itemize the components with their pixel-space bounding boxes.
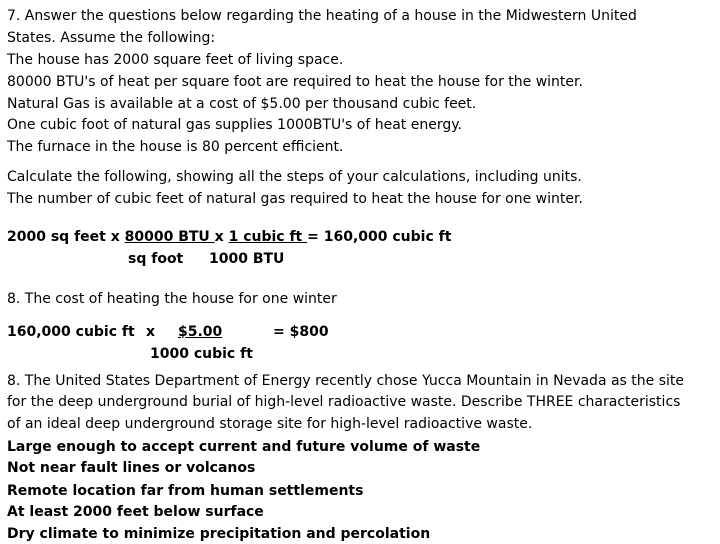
cost-operator: x <box>146 324 156 340</box>
answer-line: Large enough to accept current and future volume of waste <box>7 439 481 455</box>
question-7-line: 7. Answer the questions below regarding the heating of a house in the Midwestern United <box>7 8 637 24</box>
answer-line: Not near fault lines or volcanos <box>7 460 256 476</box>
instruction-line: The number of cubic feet of natural gas required to heat the house for one winter. <box>7 191 583 207</box>
instruction-line: Calculate the following, showing all the steps of your calculations, including units. <box>7 169 582 185</box>
answer-line: Dry climate to minimize precipitation and percolation <box>7 526 431 542</box>
calc-result: = 160,000 cubic ft <box>307 229 452 245</box>
calc-fraction-denominator: sq foot <box>128 251 184 267</box>
question-7-line: One cubic foot of natural gas supplies 1000BTU's of heat energy. <box>7 117 462 133</box>
question-8b-line: for the deep underground burial of high-level radioactive waste. Describe THREE characteristics <box>7 394 681 410</box>
calc-fraction-numerator: 80000 BTU <box>124 229 215 245</box>
question-8a-prompt: 8. The cost of heating the house for one winter <box>7 291 337 307</box>
calc-operator: x <box>214 229 229 245</box>
cost-quantity: 160,000 cubic ft <box>7 324 135 340</box>
answer-line: At least 2000 feet below surface <box>7 504 264 520</box>
cost-price-denominator: 1000 cubic ft <box>150 346 253 362</box>
question-7-line: 80000 BTU's of heat per square foot are required to heat the house for the winter. <box>7 74 583 90</box>
calculation-gas-volume <box>7 228 451 247</box>
calc-fraction-numerator: 1 cubic ft <box>228 229 308 245</box>
question-8b-line: of an ideal deep underground storage site for high-level radioactive waste. <box>7 416 533 432</box>
question-7-line: Natural Gas is available at a cost of $5.00 per thousand cubic feet. <box>7 96 477 112</box>
cost-result: = $800 <box>273 324 329 340</box>
calc-term: 2000 sq feet x <box>7 229 125 245</box>
question-7-line: The furnace in the house is 80 percent efficient. <box>7 139 344 155</box>
answer-line: Remote location far from human settlements <box>7 483 364 499</box>
question-7-line: The house has 2000 square feet of living space. <box>7 52 344 68</box>
cost-price-numerator: $5.00 <box>178 324 223 340</box>
question-7-line: States. Assume the following: <box>7 30 216 46</box>
calc-fraction-denominator: 1000 BTU <box>209 251 285 267</box>
question-8b-line: 8. The United States Department of Energy recently chose Yucca Mountain in Nevada as the site <box>7 373 685 389</box>
